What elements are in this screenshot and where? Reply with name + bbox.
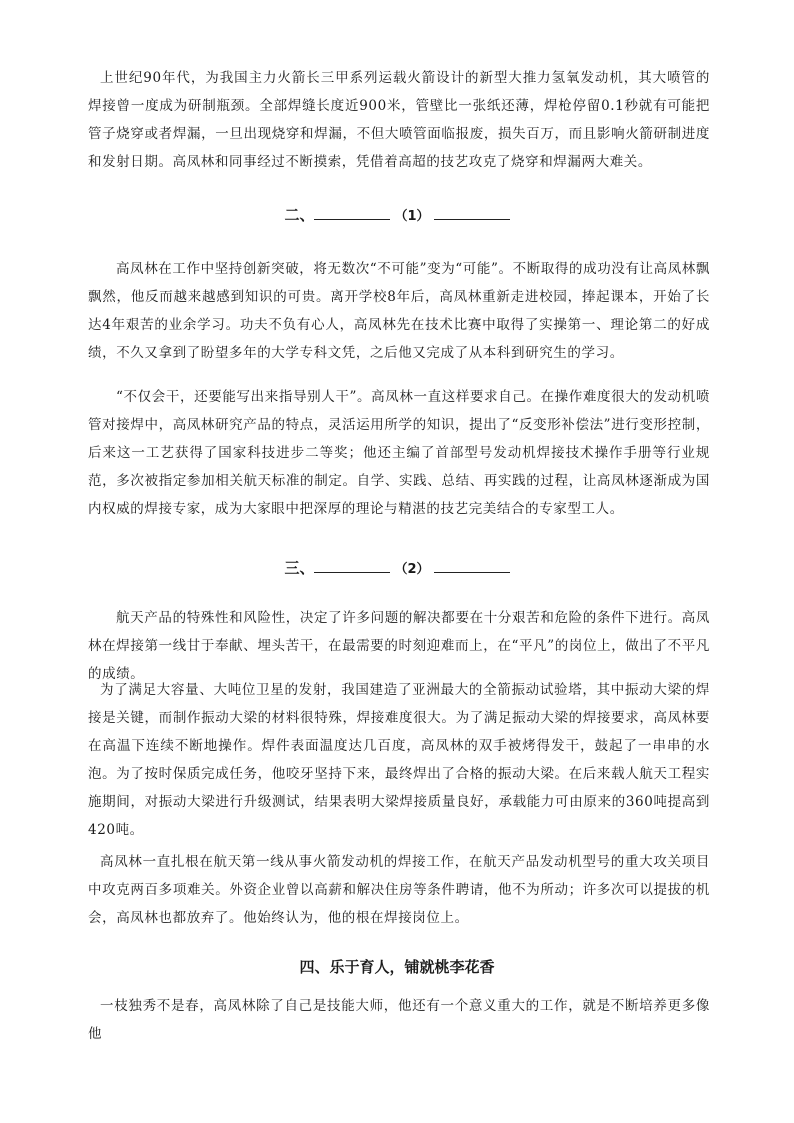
heading-2-blank-left	[314, 205, 390, 220]
paragraph-study: 高凤林在工作中坚持创新突破，将无数次“不可能”变为“可能”。不断取得的成功没有让高凤林飘飘然，他反而越来越感到知识的可贵。离开学校8年后，高凤林重新走进校园，捧起课本，开始了长达4年艰苦的业余学习。功夫不负有心人，高凤林先在技术比赛中取得了实操第一、理论第二的好成绩，不久又拿到了盼望多年的大学专科文凭，之后他又完成了从本科到研究生的学习。	[88, 261, 711, 361]
heading-2-prefix: 二、	[284, 206, 315, 224]
paragraph-theory-practice: “不仅会干，还要能写出来指导别人干”。高凤林一直这样要求自己。在操作难度很大的发动机喷管对接焊中，高凤林研究产品的特点，灵活运用所学的知识，提出了“反变形补偿法”进行变形控制，后来这一工艺获得了国家科技进步二等奖；他还主编了首部型号发动机焊接技术操作手册等行业规范，多次被指定参加相关航天标准的制定。自学、实践、总结、再实践的过程，让高凤林逐渐成为国内权威的焊接专家，成为大家眼中把深厚的理论与精湛的技艺完美结合的专家型工人。	[88, 389, 710, 517]
paragraph-dedication: 航天产品的特殊性和风险性，决定了许多问题的解决都要在十分艰苦和危险的条件下进行。高凤林在焊接第一线甘于奉献、埋头苦干，在最需要的时刻迎难而上，在“平凡”的岗位上，做出了不平凡的成绩。	[88, 610, 710, 682]
heading-3-prefix: 三、	[284, 559, 315, 577]
heading-2-blank-number: （1）	[394, 209, 430, 224]
section-heading-3	[0, 556, 794, 582]
paragraph-rocket-nozzle: 上世纪90年代，为我国主力火箭长三甲系列运载火箭设计的新型大推力氢氧发动机，其大喷管的焊接曾一度成为研制瓶颈。全部焊缝长度近900米，管壁比一张纸还薄，焊枪停留0.1秒就有可能把管子烧穿或者焊漏，一旦出现烧穿和焊漏，不但大喷管面临报废，损失百万，而且影响火箭研制进度和发射日期。高凤林和同事经过不断摸索，凭借着高超的技艺攻克了烧穿和焊漏两大难关。	[88, 70, 710, 170]
section-heading-2	[0, 203, 794, 229]
heading-3-blank-number: （2）	[394, 562, 430, 577]
heading-3-blank-left	[314, 558, 390, 573]
paragraph-vibration-beam: 为了满足大容量、大吨位卫星的发射，我国建造了亚洲最大的全箭振动试验塔，其中振动大梁的焊接是关键，而制作振动大梁的材料很特殊，焊接难度很大。为了满足振动大梁的焊接要求，高凤林要在高温下连续不断地操作。焊件表面温度达几百度，高凤林的双手被烤得发干，鼓起了一串串的水泡。为了按时保质完成任务，他咬牙坚持下来，最终焊出了合格的振动大梁。在后来载人航天工程实施期间，对振动大梁进行升级测试，结果表明大梁焊接质量良好，承载能力可由原来的360吨提高到420吨。	[88, 682, 711, 838]
heading-2-blank-right	[434, 205, 510, 220]
section-heading-4: 四、乐于育人，铺就桃李花香	[299, 958, 495, 976]
paragraph-rooted: 高凤林一直扎根在航天第一线从事火箭发动机的焊接工作，在航天产品发动机型号的重大攻关项目中攻克两百多项难关。外资企业曾以高薪和解决住房等条件聘请，他不为所动；许多次可以提拔的机会，高凤林也都放弃了。他始终认为，他的根在焊接岗位上。	[88, 854, 710, 926]
heading-3-blank-right	[434, 558, 510, 573]
paragraph-mentoring: 一枝独秀不是春，高凤林除了自己是技能大师，他还有一个意义重大的工作，就是不断培养更多像他	[88, 998, 710, 1042]
